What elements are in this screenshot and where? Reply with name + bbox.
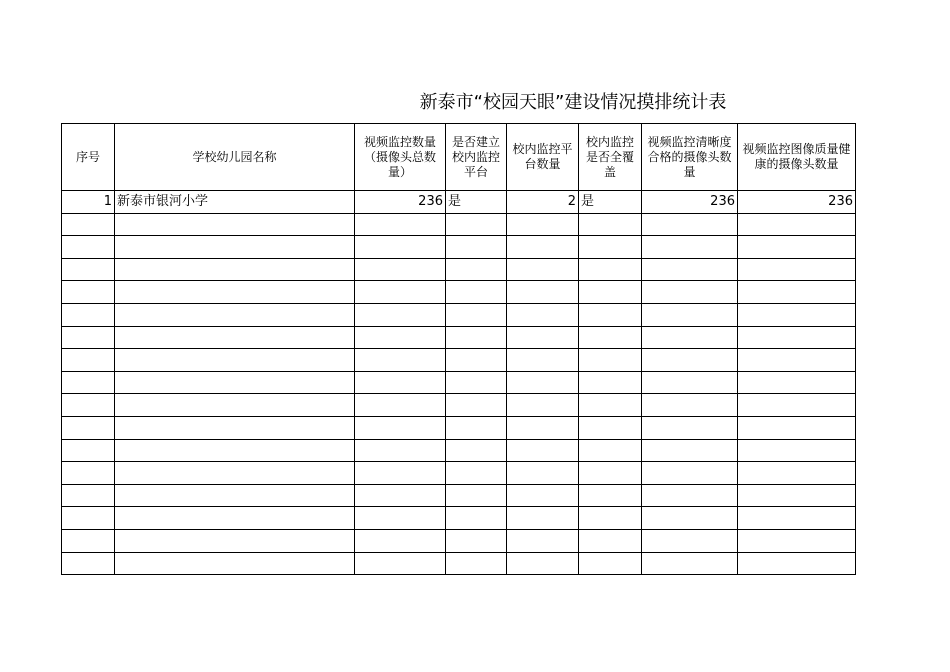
camera-total-cell[interactable] [355,484,446,507]
platform-count-cell[interactable] [507,462,579,485]
index-cell[interactable] [62,371,115,394]
full-coverage-cell[interactable] [579,394,642,417]
school-name-cell[interactable] [115,371,355,394]
index-cell[interactable] [62,439,115,462]
image-healthy-cell[interactable] [738,349,856,372]
clarity-qualified-cell[interactable] [642,507,738,530]
camera-total-cell[interactable]: 236 [355,191,446,214]
header-cell-clarity-qualified[interactable]: 视频监控清晰度合格的摄像头数量 [642,124,738,191]
school-name-cell[interactable] [115,281,355,304]
platform-count-cell[interactable] [507,484,579,507]
full-coverage-cell[interactable] [579,371,642,394]
school-name-cell[interactable] [115,236,355,259]
sheet-title: 新泰市“校园天眼”建设情况摸排统计表 [419,92,727,113]
platform-built-cell[interactable]: 是 [446,191,507,214]
table-row [62,258,856,281]
image-healthy-cell[interactable] [738,484,856,507]
platform-built-cell[interactable] [446,552,507,575]
platform-built-cell[interactable] [446,416,507,439]
full-coverage-cell[interactable] [579,552,642,575]
platform-count-cell[interactable]: 2 [507,191,579,214]
camera-total-cell[interactable] [355,371,446,394]
camera-total-cell[interactable] [355,213,446,236]
clarity-qualified-cell[interactable] [642,213,738,236]
full-coverage-cell[interactable] [579,213,642,236]
image-healthy-cell[interactable] [738,258,856,281]
image-healthy-cell[interactable] [738,462,856,485]
platform-count-cell[interactable] [507,303,579,326]
full-coverage-cell[interactable] [579,326,642,349]
school-name-cell[interactable] [115,462,355,485]
index-cell[interactable] [62,394,115,417]
header-cell-image-healthy[interactable]: 视频监控图像质量健康的摄像头数量 [738,124,856,191]
full-coverage-cell[interactable] [579,507,642,530]
school-name-cell[interactable] [115,258,355,281]
index-cell[interactable] [62,326,115,349]
platform-count-cell[interactable] [507,326,579,349]
image-healthy-cell[interactable] [738,439,856,462]
header-cell-school-name[interactable]: 学校幼儿园名称 [115,124,355,191]
platform-built-cell[interactable] [446,236,507,259]
header-cell-camera-total[interactable]: 视频监控数量（摄像头总数量） [355,124,446,191]
index-cell[interactable] [62,281,115,304]
school-name-cell[interactable] [115,349,355,372]
image-healthy-cell[interactable] [738,281,856,304]
platform-count-cell[interactable] [507,236,579,259]
full-coverage-cell[interactable] [579,462,642,485]
platform-built-cell[interactable] [446,213,507,236]
camera-total-cell[interactable] [355,326,446,349]
table-row [62,439,856,462]
clarity-qualified-cell[interactable] [642,529,738,552]
clarity-qualified-cell[interactable] [642,394,738,417]
table-row [62,213,856,236]
table-row [62,303,856,326]
table-row [62,552,856,575]
image-healthy-cell[interactable] [738,236,856,259]
clarity-qualified-cell[interactable] [642,439,738,462]
clarity-qualified-cell[interactable] [642,281,738,304]
image-healthy-cell[interactable] [738,326,856,349]
image-healthy-cell[interactable] [738,371,856,394]
camera-total-cell[interactable] [355,439,446,462]
full-coverage-cell[interactable]: 是 [579,191,642,214]
camera-total-cell[interactable] [355,552,446,575]
table-row [62,349,856,372]
image-healthy-cell[interactable] [738,416,856,439]
index-cell[interactable] [62,529,115,552]
table-row [62,529,856,552]
index-cell[interactable]: 1 [62,191,115,214]
full-coverage-cell[interactable] [579,303,642,326]
platform-count-cell[interactable] [507,258,579,281]
table-row [62,191,856,214]
index-cell[interactable] [62,462,115,485]
school-name-cell[interactable] [115,552,355,575]
clarity-qualified-cell[interactable]: 236 [642,191,738,214]
full-coverage-cell[interactable] [579,349,642,372]
clarity-qualified-cell[interactable] [642,236,738,259]
school-name-cell[interactable] [115,484,355,507]
image-healthy-cell[interactable] [738,507,856,530]
platform-count-cell[interactable] [507,529,579,552]
image-healthy-cell[interactable] [738,529,856,552]
platform-built-cell[interactable] [446,349,507,372]
camera-total-cell[interactable] [355,416,446,439]
survey-table [61,123,856,575]
index-cell[interactable] [62,258,115,281]
camera-total-cell[interactable] [355,529,446,552]
table-row [62,462,856,485]
index-cell[interactable] [62,552,115,575]
platform-count-cell[interactable] [507,439,579,462]
table-row [62,326,856,349]
header-row [62,124,856,191]
image-healthy-cell[interactable]: 236 [738,191,856,214]
clarity-qualified-cell[interactable] [642,416,738,439]
table-row [62,394,856,417]
platform-built-cell[interactable] [446,303,507,326]
camera-total-cell[interactable] [355,303,446,326]
clarity-qualified-cell[interactable] [642,303,738,326]
index-cell[interactable] [62,349,115,372]
platform-built-cell[interactable] [446,439,507,462]
full-coverage-cell[interactable] [579,484,642,507]
platform-built-cell[interactable] [446,281,507,304]
platform-built-cell[interactable] [446,258,507,281]
full-coverage-cell[interactable] [579,281,642,304]
index-cell[interactable] [62,416,115,439]
image-healthy-cell[interactable] [738,394,856,417]
camera-total-cell[interactable] [355,507,446,530]
full-coverage-cell[interactable] [579,439,642,462]
header-cell-platform-built[interactable]: 是否建立校内监控平台 [446,124,507,191]
platform-built-cell[interactable] [446,394,507,417]
clarity-qualified-cell[interactable] [642,552,738,575]
camera-total-cell[interactable] [355,236,446,259]
header-cell-platform-count[interactable]: 校内监控平台数量 [507,124,579,191]
school-name-cell[interactable] [115,439,355,462]
clarity-qualified-cell[interactable] [642,484,738,507]
platform-built-cell[interactable] [446,529,507,552]
camera-total-cell[interactable] [355,462,446,485]
table-row [62,484,856,507]
platform-built-cell[interactable] [446,371,507,394]
camera-total-cell[interactable] [355,394,446,417]
header-cell-index[interactable]: 序号 [62,124,115,191]
clarity-qualified-cell[interactable] [642,326,738,349]
clarity-qualified-cell[interactable] [642,258,738,281]
index-cell[interactable] [62,236,115,259]
table-row [62,236,856,259]
platform-count-cell[interactable] [507,349,579,372]
school-name-cell[interactable] [115,303,355,326]
full-coverage-cell[interactable] [579,236,642,259]
full-coverage-cell[interactable] [579,258,642,281]
platform-count-cell[interactable] [507,371,579,394]
school-name-cell[interactable] [115,394,355,417]
school-name-cell[interactable] [115,529,355,552]
school-name-cell[interactable] [115,326,355,349]
platform-built-cell[interactable] [446,326,507,349]
platform-count-cell[interactable] [507,394,579,417]
table-row [62,416,856,439]
platform-count-cell[interactable] [507,416,579,439]
index-cell[interactable] [62,303,115,326]
image-healthy-cell[interactable] [738,552,856,575]
clarity-qualified-cell[interactable] [642,371,738,394]
camera-total-cell[interactable] [355,281,446,304]
table-row [62,507,856,530]
table-row [62,371,856,394]
platform-built-cell[interactable] [446,462,507,485]
full-coverage-cell[interactable] [579,416,642,439]
header-cell-full-coverage[interactable]: 校内监控是否全覆盖 [579,124,642,191]
full-coverage-cell[interactable] [579,529,642,552]
image-healthy-cell[interactable] [738,213,856,236]
index-cell[interactable] [62,507,115,530]
platform-count-cell[interactable] [507,213,579,236]
school-name-cell[interactable]: 新泰市银河小学 [115,191,355,214]
index-cell[interactable] [62,484,115,507]
camera-total-cell[interactable] [355,349,446,372]
platform-built-cell[interactable] [446,484,507,507]
school-name-cell[interactable] [115,213,355,236]
platform-count-cell[interactable] [507,552,579,575]
image-healthy-cell[interactable] [738,303,856,326]
index-cell[interactable] [62,213,115,236]
camera-total-cell[interactable] [355,258,446,281]
table-body [62,191,856,575]
platform-built-cell[interactable] [446,507,507,530]
platform-count-cell[interactable] [507,507,579,530]
platform-count-cell[interactable] [507,281,579,304]
school-name-cell[interactable] [115,416,355,439]
clarity-qualified-cell[interactable] [642,349,738,372]
clarity-qualified-cell[interactable] [642,462,738,485]
table-row [62,281,856,304]
school-name-cell[interactable] [115,507,355,530]
